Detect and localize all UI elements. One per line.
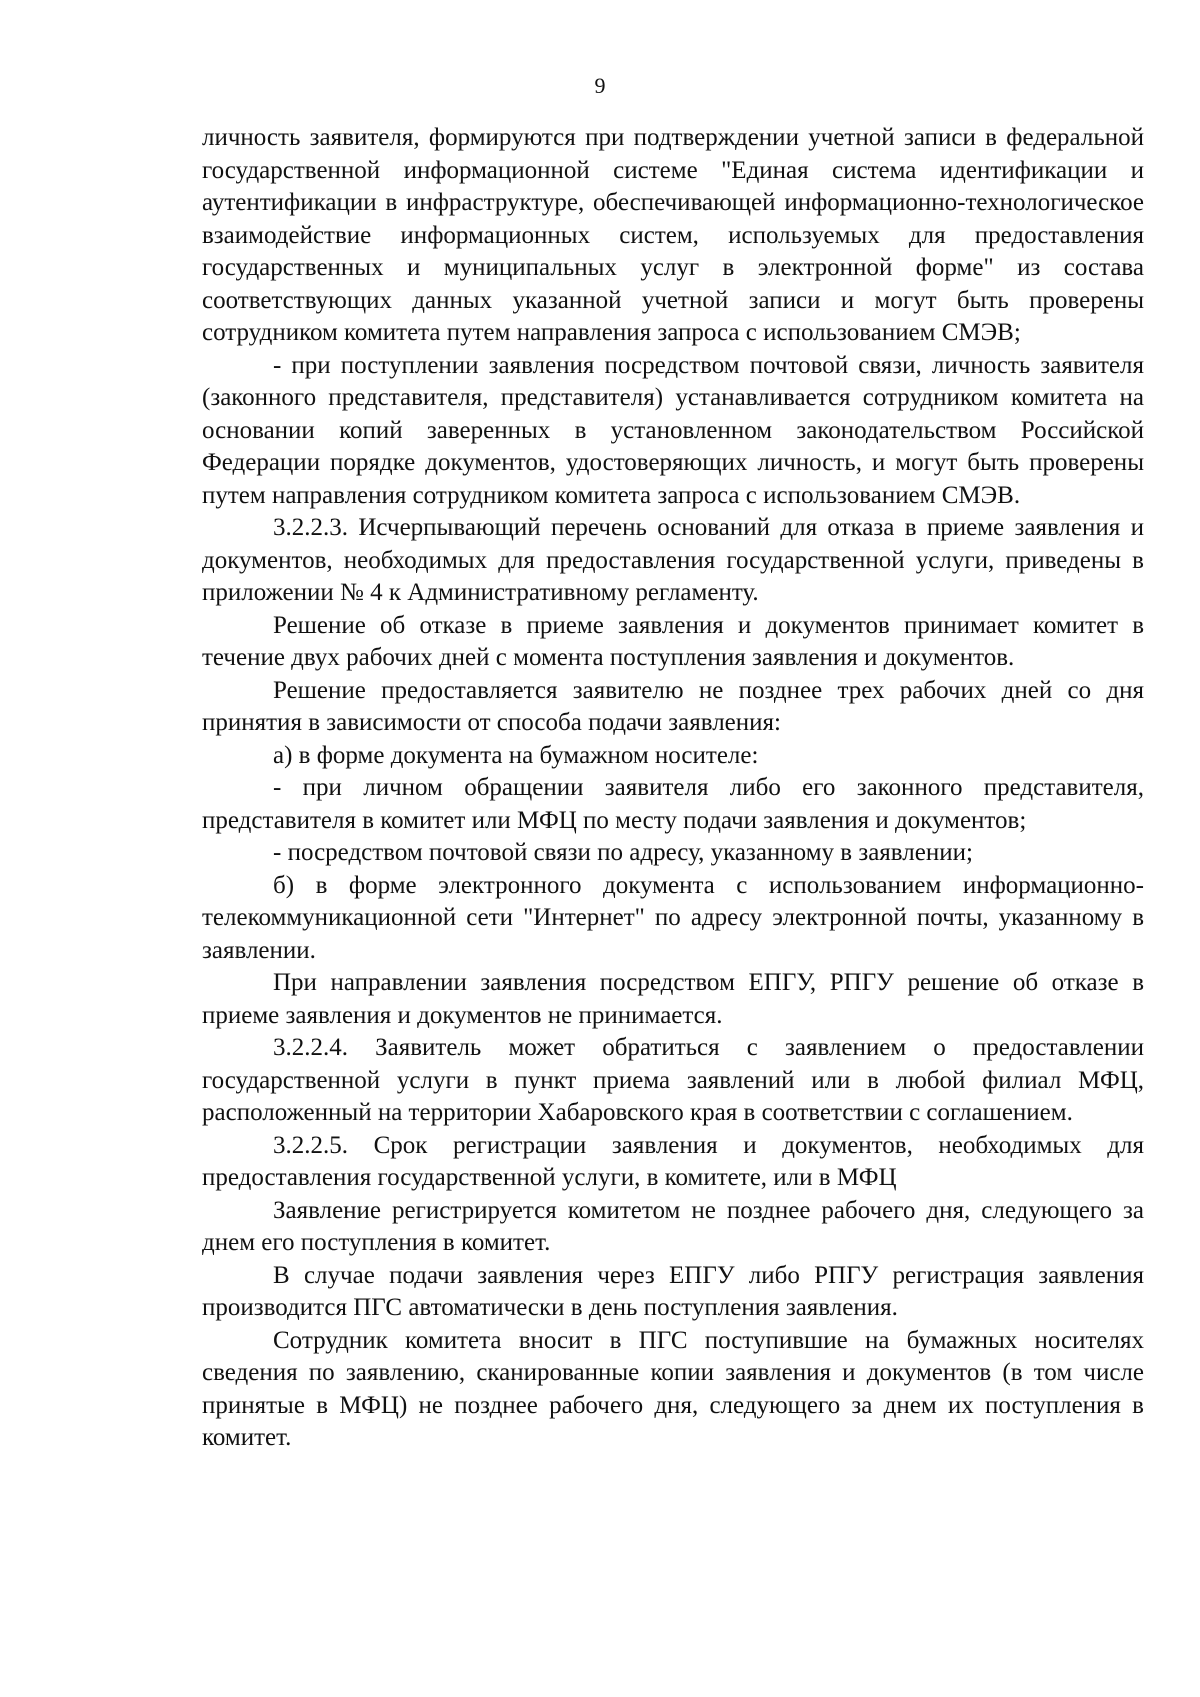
paragraph-epgu-rpgu: При направлении заявления посредством ЕПГУ, РПГУ решение об отказе в приеме заявления и документов не принимается. <box>202 969 1144 1029</box>
paragraph-postal-address: - посредством почтовой связи по адресу, указанному в заявлении; <box>273 839 973 866</box>
paragraph-auto-registration: В случае подачи заявления через ЕПГУ либо РПГУ регистрация заявления производится ПГС автоматически в день поступления заявления. <box>202 1261 1144 1321</box>
paragraph-decision-delivery: Решение предоставляется заявителю не позднее трех рабочих дней со дня принятия в зависимости от способа подачи заявления: <box>202 676 1144 736</box>
paragraph-registration: Заявление регистрируется комитетом не позднее рабочего дня, следующего за днем его поступления в комитет. <box>202 1196 1144 1256</box>
document-body <box>202 122 1144 1455</box>
paragraph-3-2-2-4: 3.2.2.4. Заявитель может обратиться с заявлением о предоставлении государственной услуги в пункт приема заявлений или в любой филиал МФЦ, расположенный на территории Хабаровского края в соответствии с соглашением. <box>202 1034 1144 1126</box>
paragraph-refusal-decision: Решение об отказе в приеме заявления и документов принимает комитет в течение двух рабочих дней с момента поступления заявления и документов. <box>202 611 1144 671</box>
paragraph-3-2-2-5: 3.2.2.5. Срок регистрации заявления и документов, необходимых для предоставления государственной услуги, в комитете, или в МФЦ <box>202 1131 1144 1191</box>
paragraph-electronic-form: б) в форме электронного документа с использованием информационно-телекоммуникационной сети "Интернет" по адресу электронной почты, указанному в заявлении. <box>202 871 1144 964</box>
paragraph-postal-identity: - при поступлении заявления посредством почтовой связи, личность заявителя (законного представителя, представителя) устанавливается сотрудником комитета на основании копий заверенных в установленном законодательством Российской Федерации порядке документов, удостоверяющих личность, и могут быть проверены путем направления сотрудником комитета запроса с использованием СМЭВ. <box>202 351 1144 509</box>
paragraph-personal-visit: - при личном обращении заявителя либо его законного представителя, представителя в комитет или МФЦ по месту подачи заявления и документов; <box>202 774 1144 834</box>
paragraph-paper-form: а) в форме документа на бумажном носителе: <box>273 741 759 769</box>
paragraph-continuation: личность заявителя, формируются при подтверждении учетной записи в федеральной государственной информационной системе "Единая система идентификации и аутентификации в инфраструктуре, обеспечивающей информационно-технологическое взаимодействие информационных систем, используемых для предоставления государственных и муниципальных услуг в электронной форме" из состава соответствующих данных указанной учетной записи и могут быть проверены сотрудником комитета путем направления запроса с использованием СМЭВ; <box>202 124 1144 346</box>
page-number: 9 <box>594 73 606 98</box>
paragraph-pgs-entry: Сотрудник комитета вносит в ПГС поступившие на бумажных носителях сведения по заявлению, сканированные копии заявления и документов (в том числе принятые в МФЦ) не позднее рабочего дня, следующего за днем их поступления в комитет. <box>202 1326 1144 1451</box>
paragraph-3-2-2-3: 3.2.2.3. Исчерпывающий перечень оснований для отказа в приеме заявления и документов, необходимых для предоставления государственной услуги, приведены в приложении № 4 к Административному регламенту. <box>202 514 1144 606</box>
